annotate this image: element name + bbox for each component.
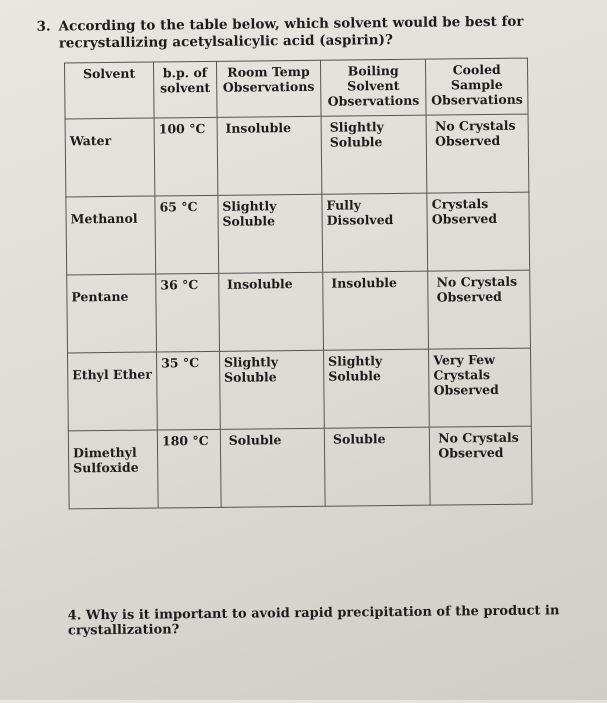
table-row <box>68 426 532 509</box>
question-4-text: Why is it important to avoid rapid precipitation of the product in crystallization? <box>67 603 560 639</box>
cell-room: Insoluble <box>218 272 323 351</box>
cell-solvent: Methanol <box>66 196 156 275</box>
cell-boiling: Insoluble <box>323 271 429 350</box>
cell-bp: 36 °C <box>156 273 220 352</box>
cell-boiling: Soluble <box>324 427 430 506</box>
cell-bp: 35 °C <box>157 351 221 430</box>
cell-solvent: Dimethyl Sulfoxide <box>68 430 158 509</box>
cell-solvent: Pentane <box>67 274 157 353</box>
cell-boiling: Slightly Soluble <box>321 115 427 194</box>
question-4-number: 4. <box>67 608 82 624</box>
cell-solvent: Ethyl Ether <box>68 352 158 431</box>
cell-room: Slightly Soluble <box>218 194 323 273</box>
cell-room: Slightly Soluble <box>219 350 324 429</box>
cell-boiling: Fully Dissolved <box>322 193 428 272</box>
cell-boiling: Slightly Soluble <box>324 349 430 428</box>
header-solvent: Solvent <box>64 62 154 119</box>
table-row <box>68 348 532 431</box>
table-row <box>67 270 531 353</box>
question-3-text: According to the table below, which solvent would be best for recrystallizing acetylsalicylic acid (aspirin)? <box>58 13 524 52</box>
question-4 <box>68 603 568 638</box>
table-row <box>66 192 530 275</box>
cell-bp: 180 °C <box>157 429 221 508</box>
header-room-temp: Room Temp Observations <box>216 60 321 117</box>
cell-cooled: Very Few Crystals Observed <box>429 348 532 427</box>
header-cooled-sample: Cooled Sample Observations <box>426 58 528 115</box>
header-boiling-solvent: Boiling Solvent Observations <box>320 59 426 116</box>
cell-room: Insoluble <box>217 116 322 195</box>
cell-cooled: No Crystals Observed <box>430 426 533 505</box>
cell-cooled: No Crystals Observed <box>428 270 531 349</box>
question-3-number: 3. <box>36 18 51 35</box>
question-3 <box>36 13 557 52</box>
cell-cooled: No Crystals Observed <box>426 114 529 193</box>
header-boiling-point: b.p. of solvent <box>154 61 217 118</box>
table-row <box>65 114 529 197</box>
cell-bp: 65 °C <box>155 195 219 274</box>
solvent-table <box>64 58 533 510</box>
cell-solvent: Water <box>65 118 155 197</box>
cell-room: Soluble <box>220 428 325 507</box>
cell-bp: 100 °C <box>154 117 218 196</box>
cell-cooled: Crystals Observed <box>427 192 530 271</box>
table-header-row <box>64 58 528 119</box>
